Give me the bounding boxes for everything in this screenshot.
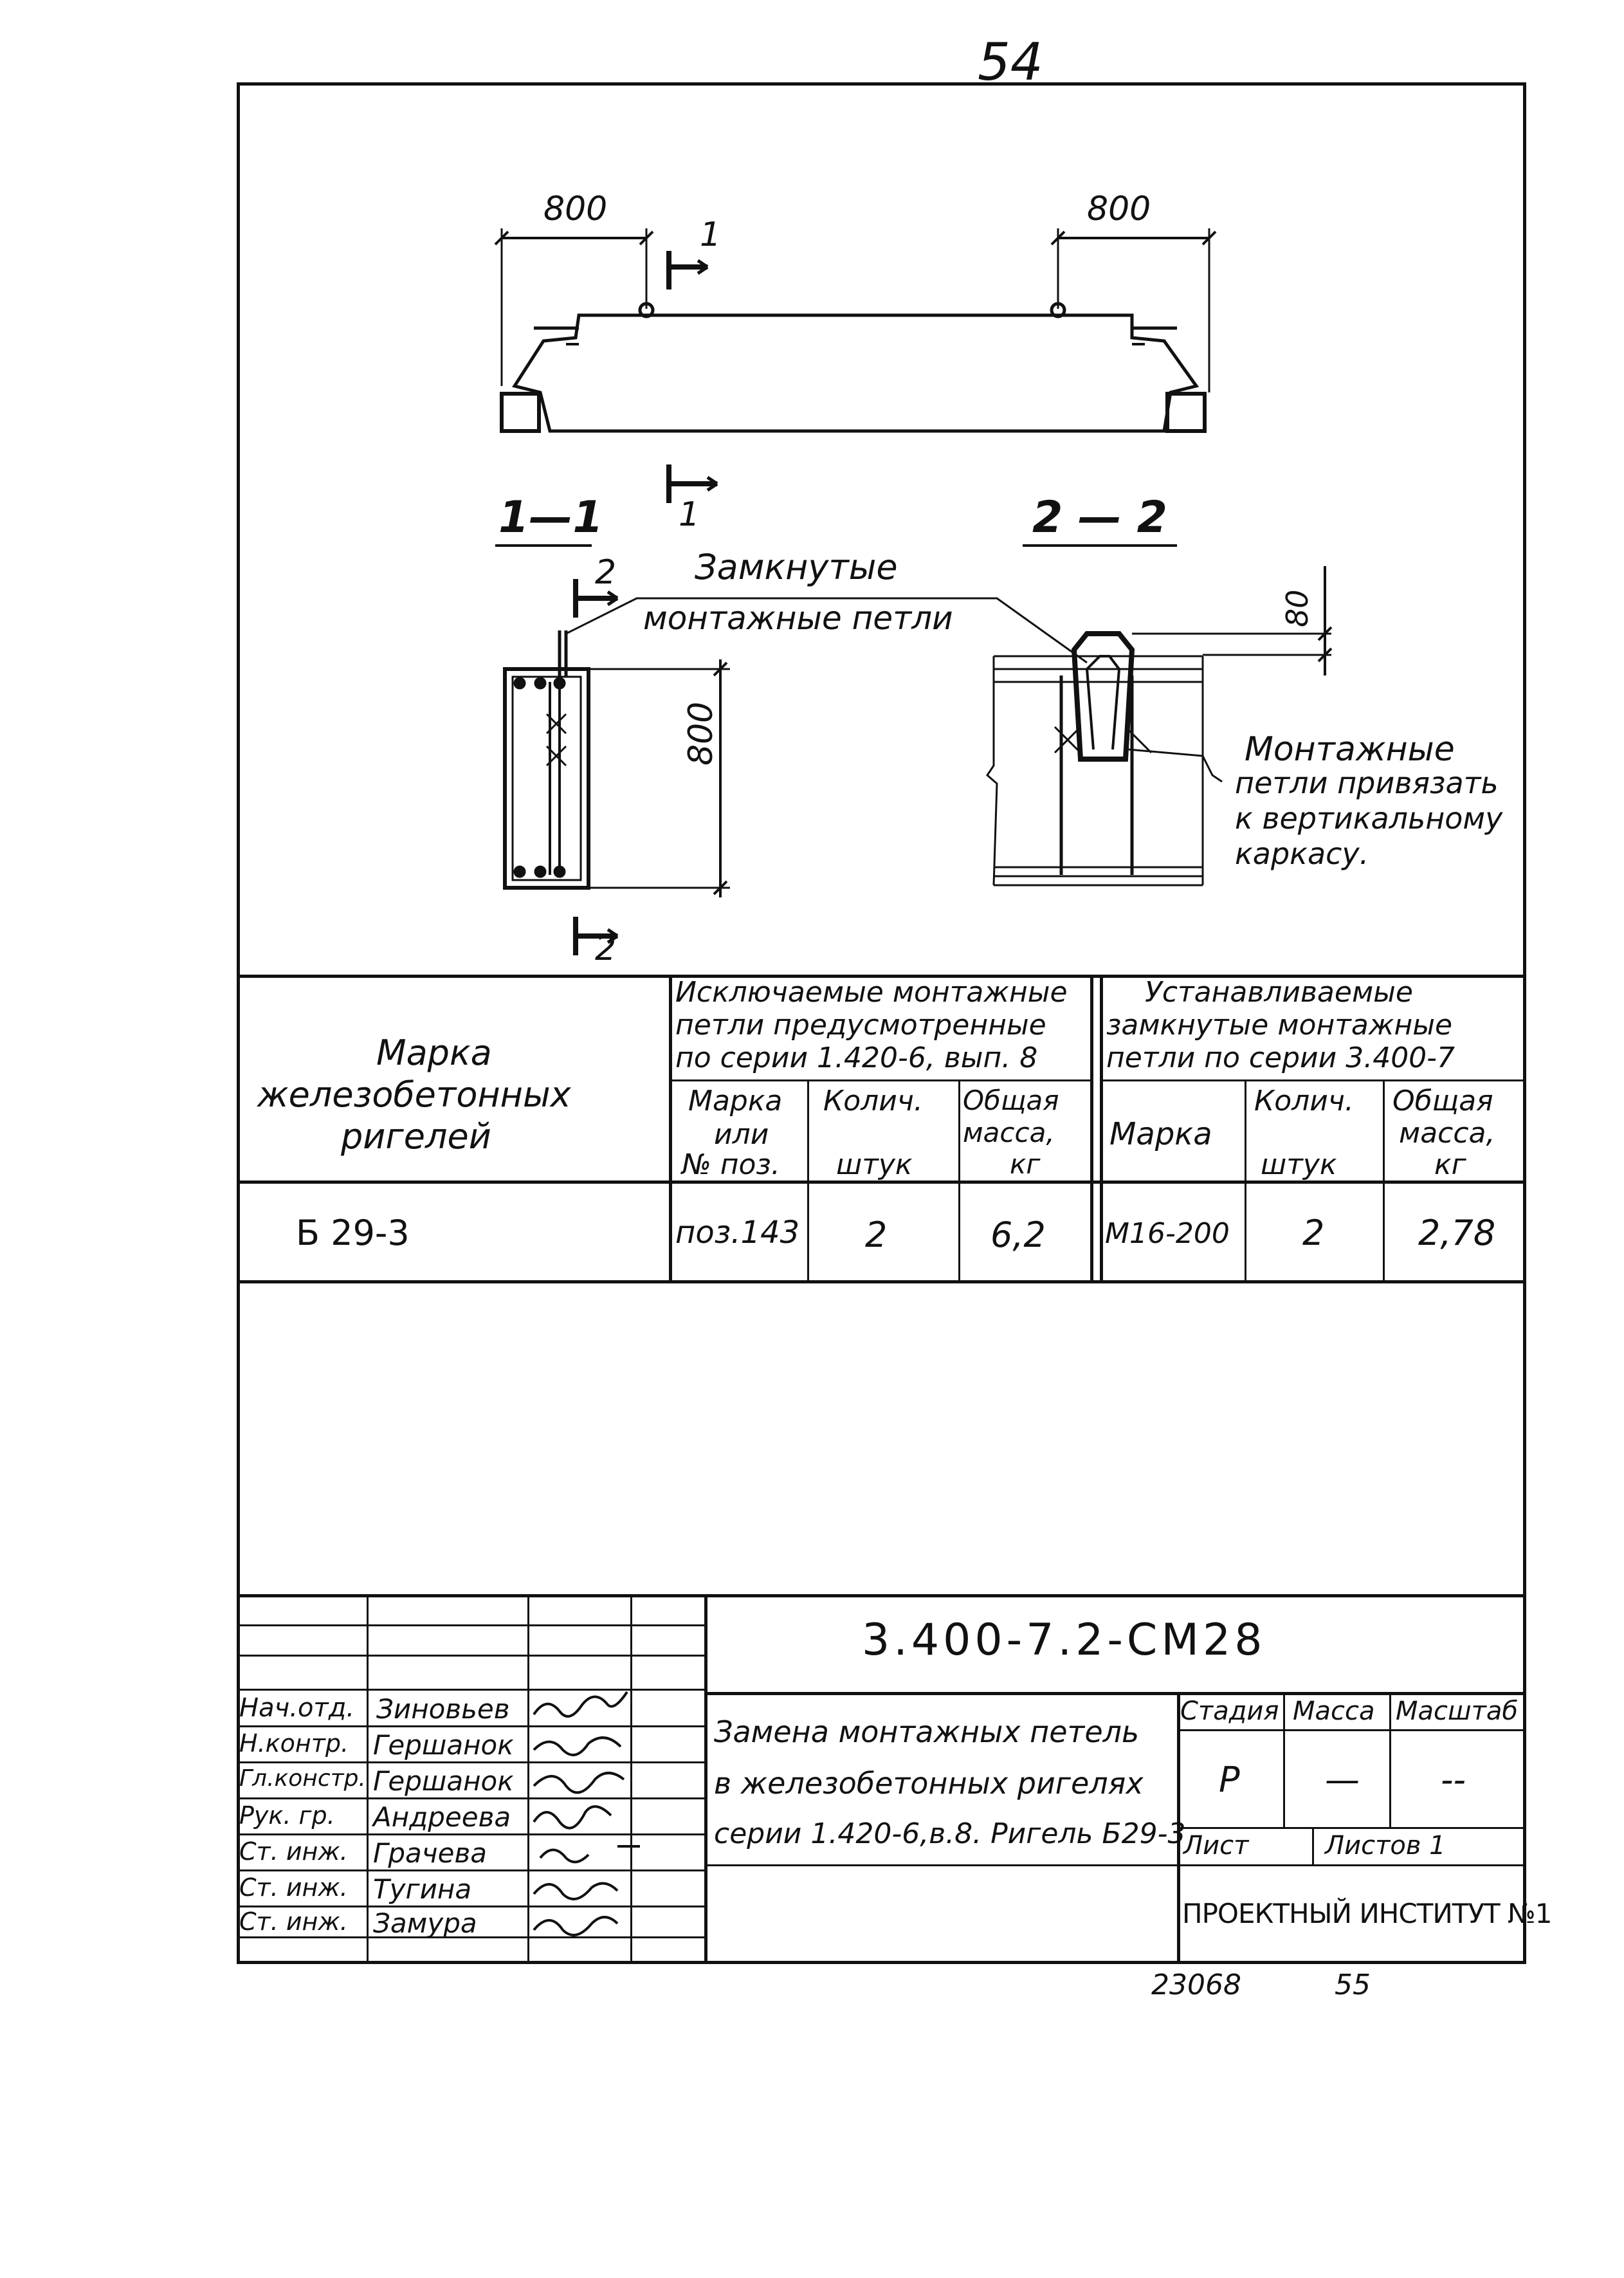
row-ex-qty: 2 xyxy=(865,1215,888,1255)
note-line-2: петли привязать xyxy=(1235,766,1499,800)
in-qty-header-1: Колич. xyxy=(1254,1085,1354,1117)
dim-right-label: 800 xyxy=(1087,190,1151,228)
excluded-group-line-1: Исключаемые монтажные xyxy=(675,976,1068,1009)
staff-role: Гл.констр. xyxy=(239,1765,366,1792)
ex-qty-header-1: Колич. xyxy=(823,1085,923,1117)
scale-label: Масштаб xyxy=(1396,1696,1519,1726)
ex-mark-header-1: Марка xyxy=(688,1085,783,1117)
section-mark-top: 1 xyxy=(700,216,722,254)
ex-mark-header-2: или xyxy=(714,1118,769,1151)
staff-name: Грачева xyxy=(373,1837,487,1869)
row-in-mark: М16-200 xyxy=(1105,1217,1230,1250)
ex-mass-header-2: масса, xyxy=(963,1117,1055,1148)
installed-group-line-1: Устанавливаемые xyxy=(1145,976,1413,1009)
section-22-label: 2 — 2 xyxy=(1032,492,1167,543)
loops-label-line-2: монтажные петли xyxy=(643,600,953,637)
in-mass-header-2: масса, xyxy=(1399,1117,1495,1150)
sheet-label: Лист xyxy=(1183,1831,1249,1860)
staff-role: Ст. инж. xyxy=(239,1907,348,1936)
loop-height-dim: 80 xyxy=(1280,589,1315,627)
excluded-group-line-2: петли предусмотренные xyxy=(675,1009,1046,1042)
in-mass-header-1: Общая xyxy=(1392,1085,1493,1117)
title-line-2: в железобетонных ригелях xyxy=(714,1766,1144,1801)
loops-label-line-1: Замкнутые xyxy=(695,547,898,587)
title-line-3: серии 1.420-6,в.8. Ригель Б29-3 xyxy=(714,1817,1186,1850)
sheets-label: Листов 1 xyxy=(1325,1831,1446,1860)
in-mass-header-3: кг xyxy=(1434,1148,1466,1181)
sheet-reference: 55 xyxy=(1335,1969,1371,2001)
staff-role: Н.контр. xyxy=(239,1729,349,1758)
installed-group-line-3: петли по серии 3.400-7 xyxy=(1106,1042,1455,1074)
dim-left-label: 800 xyxy=(543,190,608,228)
staff-name: Тугина xyxy=(373,1873,472,1905)
staff-role: Нач.отд. xyxy=(239,1693,355,1723)
ex-mass-header-1: Общая xyxy=(963,1085,1059,1116)
staff-role: Ст. инж. xyxy=(239,1873,348,1902)
section-mark-bottom: 1 xyxy=(679,495,700,534)
in-qty-header-2: штук xyxy=(1261,1148,1337,1181)
col-mark-line-2: железобетонных xyxy=(257,1074,571,1115)
in-mark-header: Марка xyxy=(1109,1116,1212,1152)
mass-value: — xyxy=(1325,1759,1360,1800)
ex-mass-header-3: кг xyxy=(1010,1148,1041,1180)
ex-qty-header-2: штук xyxy=(836,1148,913,1181)
title-line-1: Замена монтажных петель xyxy=(714,1714,1140,1749)
staff-name: Гершанок xyxy=(373,1729,514,1761)
staff-role: Рук. гр. xyxy=(239,1801,335,1830)
drawing-code: 3.400-7.2-СМ28 xyxy=(862,1615,1266,1666)
stage-label: Стадия xyxy=(1180,1696,1279,1726)
page-number: 54 xyxy=(978,32,1043,92)
mass-label: Масса xyxy=(1293,1696,1375,1726)
row-ex-mass: 6,2 xyxy=(990,1215,1046,1255)
section-height-dim: 800 xyxy=(682,701,720,766)
institute-name: ПРОЕКТНЫЙ ИНСТИТУТ №1 xyxy=(1182,1898,1552,1929)
staff-name: Гершанок xyxy=(373,1765,514,1797)
staff-name: Зиновьев xyxy=(376,1693,510,1725)
col-mark-line-3: ригелей xyxy=(341,1116,491,1157)
row-in-qty: 2 xyxy=(1302,1213,1325,1253)
section-mark-2-top: 2 xyxy=(595,553,617,592)
staff-name: Андреева xyxy=(373,1801,511,1833)
scale-value: -- xyxy=(1441,1759,1466,1800)
ex-mark-header-3: № поз. xyxy=(682,1148,780,1181)
row-mark: Б 29-3 xyxy=(296,1213,410,1253)
staff-role: Ст. инж. xyxy=(239,1837,348,1866)
section-mark-2-bottom: 2 xyxy=(595,930,617,968)
excluded-group-line-3: по серии 1.420-6, вып. 8 xyxy=(675,1042,1038,1074)
installed-group-line-2: замкнутые монтажные xyxy=(1106,1009,1453,1042)
staff-name: Замура xyxy=(373,1907,477,1939)
archive-number: 23068 xyxy=(1151,1969,1241,2001)
stage-value: Р xyxy=(1219,1759,1240,1800)
col-mark-line-1: Марка xyxy=(376,1033,492,1073)
row-in-mass: 2,78 xyxy=(1418,1213,1496,1253)
section-11-label: 1—1 xyxy=(498,492,603,543)
note-line-3: к вертикальному xyxy=(1235,801,1503,836)
note-line-1: Монтажные xyxy=(1245,730,1455,769)
row-ex-pos: поз.143 xyxy=(675,1215,800,1251)
note-line-4: каркасу. xyxy=(1235,836,1369,871)
